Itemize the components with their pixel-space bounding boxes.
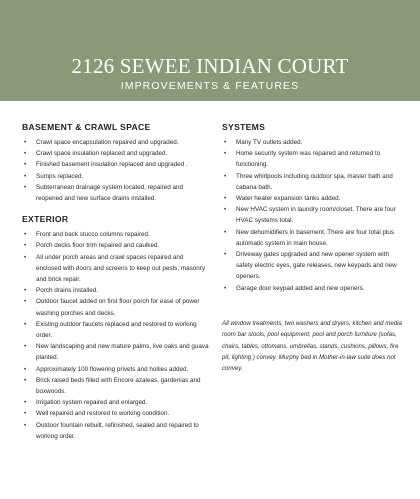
bullet-icon: • [24,253,27,261]
bullet-icon: • [24,421,27,429]
list-item-text: Three whirlpools including outdoor spa, master bath and cabana bath. [236,172,393,191]
right-column [222,122,402,375]
list-item-text: Outdoor faucet added on first floor porch for ease of power washing porches and decks. [36,298,200,317]
bullet-icon: • [224,206,227,214]
list-item-text: Home security system was repaired and returned to functioning. [236,150,381,169]
bullet-icon: • [224,251,227,259]
basement-heading: BASEMENT & CRAWL SPACE [22,122,151,132]
bullet-icon: • [24,298,27,306]
list-item-text: Driveway gates upgraded and new opener system with safety electric eyes, gate releases, new keypads and new openers. [236,251,397,281]
list-item [22,182,210,204]
list-item-text: Outdoor fountain rebuilt, refinished, sealed and repaired to working order. [36,421,199,440]
list-item-text: Approximately 100 flowering privets and hollies added. [36,365,189,373]
list-item [22,229,210,240]
exterior-list [22,229,210,442]
list-item-text: Crawl space insulation replaced and upgraded. [36,150,168,158]
bullet-icon: • [24,410,27,418]
bullet-icon: • [24,161,27,169]
list-item [222,249,402,283]
list-item-text: Many TV outlets added. [236,139,303,146]
left-column [22,122,210,442]
list-item [222,204,402,226]
list-item-text: Irrigation system repaired and enlarged. [36,399,148,407]
bullet-icon: • [24,399,27,407]
list-item-text: Garage door keypad added and new openers. [236,284,365,292]
bullet-icon: • [224,228,227,236]
bullet-icon: • [24,139,27,146]
list-item [222,227,402,249]
list-item-text: Existing outdoor faucets replaced and restored to working order. [36,320,197,340]
list-item [222,193,402,204]
list-item [222,171,402,193]
bullet-icon: • [224,195,227,203]
list-item [222,283,402,294]
bullet-icon: • [224,139,227,146]
list-item-text: Water heater expansion tanks added. [236,195,341,203]
bullet-icon: • [24,320,27,328]
list-item [22,408,210,419]
list-item [22,420,210,442]
list-item-text: New dehumidifiers in basement. There are four total plus automatic system in main house. [236,228,395,247]
list-item [22,252,210,286]
conveyance-note: All window treatments, two washers and dryers, kitchen and media room bar stools, pool equipment, pool and porch furniture (sofas, chairs, tables, ottomans, umbrellas, stands, cushions, pillows, fire pit, lighting ) convey. Murphy bed in Mother-in-law suite does not convey. [222,319,402,373]
systems-heading: SYSTEMS [222,122,266,132]
list-item-text: New HVAC system in laundry room/closet. There are four HVAC systems total. [236,206,396,225]
exterior-heading: EXTERIOR [22,214,69,225]
list-item-text: Subterranean drainage system located, repaired and reopened and new surface drains installed. [36,183,184,203]
bullet-icon: • [24,172,27,180]
bullet-icon: • [24,365,27,373]
list-item [22,240,210,251]
systems-list [222,137,402,294]
bullet-icon: • [24,242,27,250]
list-item-text: Porch decks floor trim repaired and caulked. [36,242,160,250]
list-item-text: Well repaired and restored to working condition. [36,410,170,418]
bullet-icon: • [24,376,27,384]
bullet-icon: • [24,343,27,351]
list-item-text: New landscaping and new mature palms, live oaks and guava planted. [36,343,209,362]
header-banner [0,0,420,101]
list-item-text: Finished basement insulation replaced and upgraded . [36,161,188,169]
list-item [22,148,210,159]
list-item [22,341,210,363]
bullet-icon: • [24,287,27,295]
bullet-icon: • [24,150,27,158]
list-item-text: All under porch areas and crawl spaces repaired and enclosed with doors and screens to keep out pests; masonry and brick repair. [36,253,206,284]
basement-list [22,137,210,204]
bullet-icon: • [224,284,227,292]
list-item [22,364,210,375]
page-title: 2126 SEWEE INDIAN COURT [71,54,349,78]
list-item-text: Front and back stucco columns repaired. [36,231,150,239]
list-item [222,137,402,148]
page-subtitle: IMPROVEMENTS & FEATURES [120,80,300,92]
bullet-icon: • [224,150,227,158]
list-item [22,296,210,318]
list-item-text: Porch drains installed. [36,287,98,295]
list-item [22,137,210,148]
bullet-icon: • [24,231,27,239]
list-item [22,159,210,170]
list-item [222,148,402,170]
bullet-icon: • [24,183,27,191]
list-item-text: Brick raised beds filled with Encore azaleas, gardenias and boxwoods. [36,376,201,396]
list-item-text: Crawl space encapsulation repaired and upgraded. [36,139,179,146]
list-item-text: Sumps replaced. [36,172,84,180]
list-item [22,319,210,341]
list-item [22,375,210,397]
list-item [22,285,210,296]
bullet-icon: • [224,172,227,180]
list-item [22,397,210,408]
list-item [22,171,210,182]
